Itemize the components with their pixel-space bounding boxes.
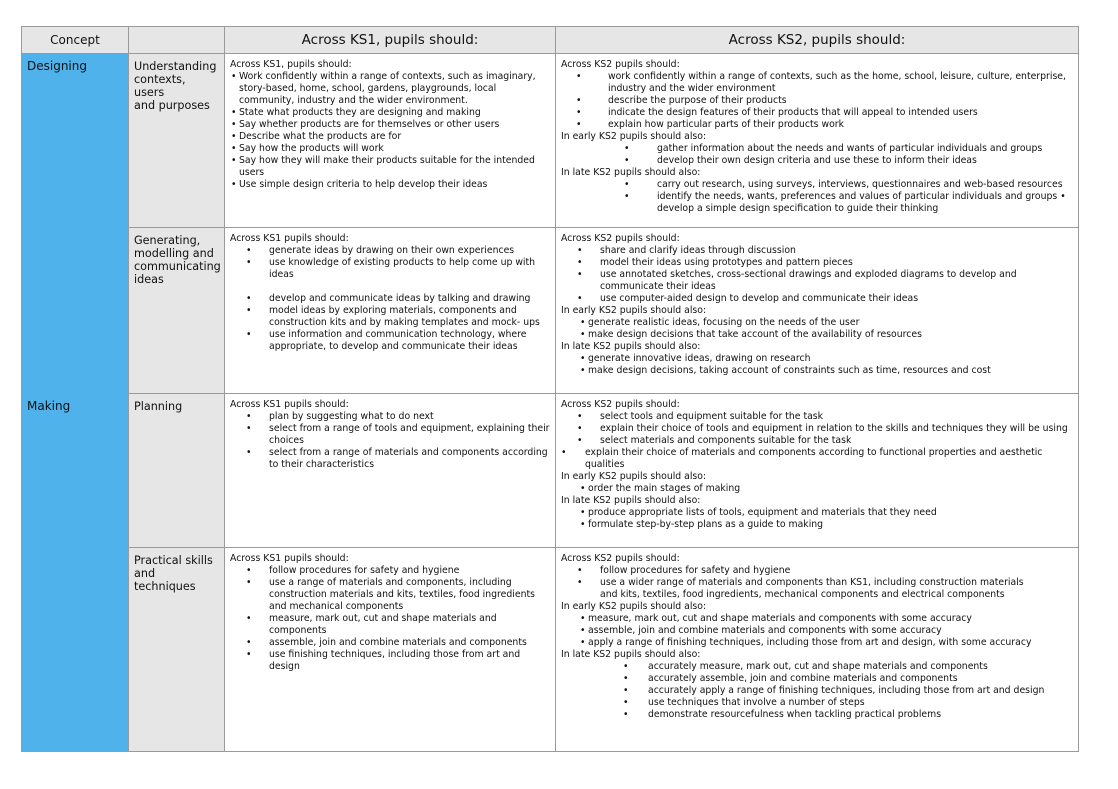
bullet-continuation: components: [269, 625, 327, 636]
bullet-item: • generate realistic ideas, focusing on the needs of the user: [561, 317, 1073, 329]
bullet-continuation: design: [269, 661, 300, 672]
subconcept-line: ideas: [134, 273, 164, 286]
bullet-item: • develop and communicate ideas by talking and drawing: [230, 293, 550, 305]
bullet-continuation: construction materials and kits, textiles, food ingredients: [269, 589, 535, 600]
subconcept-line: Planning: [134, 400, 183, 413]
bullet-item: • accurately apply a range of finishing techniques, including those from art and design: [561, 685, 1073, 697]
bullet-item: • describe the purpose of their products: [561, 95, 1073, 107]
bullet-item: • Say whether products are for themselves or other users: [230, 119, 550, 131]
concept-cell: [22, 228, 129, 394]
concept-cell: [22, 548, 129, 752]
section-heading: In late KS2 pupils should also:: [561, 167, 701, 178]
section-heading: Across KS1 pupils should:: [230, 399, 349, 410]
bullet-continuation: to their characteristics: [269, 459, 375, 470]
subconcept-line: Understanding: [134, 60, 217, 73]
concept-label: Making: [27, 399, 71, 413]
ks2-content-cell: [556, 228, 1079, 394]
subconcept-cell: [129, 548, 225, 752]
bullet-item: • use annotated sketches, cross-sectional drawings and exploded diagrams to develop and: [561, 269, 1073, 281]
bullet-item: • explain how particular parts of their products work: [561, 119, 1073, 131]
bullet-item: • generate ideas by drawing on their own experiences: [230, 245, 550, 257]
bullet-item: • produce appropriate lists of tools, equipment and materials that they need: [561, 507, 1073, 519]
bullet-item: • State what products they are designing and making: [230, 107, 550, 119]
section-heading: In late KS2 pupils should also:: [561, 341, 701, 352]
bullet-item: • demonstrate resourcefulness when tackling practical problems: [561, 709, 1073, 721]
bullet-item: • explain their choice of materials and components according to functional properties and aesthetic: [561, 447, 1073, 459]
bullet-item: • develop their own design criteria and use these to inform their ideas: [561, 155, 1073, 167]
bullet-item: • assemble, join and combine materials and components with some accuracy: [561, 625, 1073, 637]
bullet-item: • work confidently within a range of contexts, such as the home, school, leisure, culture, enterprise,: [561, 71, 1073, 83]
bullet-item: • indicate the design features of their products that will appeal to intended users: [561, 107, 1073, 119]
concept-cell: [22, 394, 129, 548]
section-heading: In early KS2 pupils should also:: [561, 601, 707, 612]
concept-cell: [22, 54, 129, 228]
bullet-item: • Say how the products will work: [230, 143, 550, 155]
bullet-item: • measure, mark out, cut and shape materials and components with some accuracy: [561, 613, 1073, 625]
bullet-continuation: develop a simple design specification to guide their thinking: [657, 203, 939, 214]
bullet-continuation: users: [239, 167, 265, 178]
bullet-continuation: appropriate, to develop and communicate their ideas: [269, 341, 518, 352]
bullet-continuation: qualities: [585, 459, 625, 470]
bullet-continuation: construction kits and by making templates and mock- ups: [269, 317, 540, 328]
subconcept-line: contexts, users: [134, 73, 186, 99]
subconcept-cell: [129, 228, 225, 394]
ks2-content-cell: [556, 54, 1079, 228]
subconcept-cell: [129, 54, 225, 228]
bullet-continuation: community, industry and the wider environment.: [239, 95, 468, 106]
bullet-item: • use techniques that involve a number of steps: [561, 697, 1073, 709]
bullet-continuation: and kits, textiles, food ingredients, mechanical components and electrical components: [600, 589, 1005, 600]
bullet-item: • order the main stages of making: [561, 483, 1073, 495]
section-heading: Across KS2 pupils should:: [561, 553, 680, 564]
subconcept-cell: [129, 394, 225, 548]
bullet-item: • apply a range of finishing techniques, including those from art and design, with some accuracy: [561, 637, 1073, 649]
ks2-content-cell: [556, 548, 1079, 752]
bullet-item: • use information and communication technology, where: [230, 329, 550, 341]
bullet-item: • formulate step-by-step plans as a guide to making: [561, 519, 1073, 531]
ks1-content-cell: [225, 394, 556, 548]
subconcept-line: communicating: [134, 260, 221, 273]
section-heading: In late KS2 pupils should also:: [561, 495, 701, 506]
subconcept-line: Generating,: [134, 234, 201, 247]
bullet-item: • gather information about the needs and wants of particular individuals and groups: [561, 143, 1073, 155]
bullet-item: • accurately measure, mark out, cut and shape materials and components: [561, 661, 1073, 673]
bullet-item: • make design decisions that take account of the availability of resources: [561, 329, 1073, 341]
table-row-generating-ideas: [22, 228, 1079, 394]
bullet-continuation: and mechanical components: [269, 601, 404, 612]
bullet-continuation: choices: [269, 435, 304, 446]
subconcept-line: modelling and: [134, 247, 214, 260]
bullet-item: • Describe what the products are for: [230, 131, 550, 143]
bullet-continuation: communicate their ideas: [600, 281, 716, 292]
header-subconcept-blank: [129, 27, 225, 54]
header-ks1: Across KS1, pupils should:: [225, 27, 556, 54]
bullet-item: • measure, mark out, cut and shape materials and: [230, 613, 550, 625]
ks1-content-cell: [225, 54, 556, 228]
bullet-item: • select materials and components suitable for the task: [561, 435, 1073, 447]
bullet-item: • explain their choice of tools and equipment in relation to the skills and techniques they will be using: [561, 423, 1073, 435]
spacer: [230, 281, 550, 293]
bullet-item: • make design decisions, taking account of constraints such as time, resources and cost: [561, 365, 1073, 377]
bullet-item: • Use simple design criteria to help develop their ideas: [230, 179, 550, 191]
ks1-content-cell: [225, 548, 556, 752]
bullet-item: • use computer-aided design to develop and communicate their ideas: [561, 293, 1073, 305]
subconcept-line: and techniques: [134, 567, 196, 593]
bullet-item: • accurately assemble, join and combine materials and components: [561, 673, 1073, 685]
bullet-item: • identify the needs, wants, preferences and values of particular individuals and groups •: [561, 191, 1073, 203]
section-heading: Across KS2 pupils should:: [561, 59, 680, 70]
header-concept: Concept: [22, 27, 129, 54]
ks1-content-cell: [225, 228, 556, 394]
header-ks2: Across KS2, pupils should:: [556, 27, 1079, 54]
bullet-item: • share and clarify ideas through discussion: [561, 245, 1073, 257]
bullet-item: • assemble, join and combine materials and components: [230, 637, 550, 649]
bullet-item: • plan by suggesting what to do next: [230, 411, 550, 423]
bullet-item: • follow procedures for safety and hygiene: [230, 565, 550, 577]
bullet-item: • select from a range of tools and equipment, explaining their: [230, 423, 550, 435]
bullet-item: • model their ideas using prototypes and pattern pieces: [561, 257, 1073, 269]
bullet-item: • carry out research, using surveys, interviews, questionnaires and web-based resources: [561, 179, 1073, 191]
bullet-item: • use a range of materials and components, including: [230, 577, 550, 589]
subconcept-line: and purposes: [134, 99, 210, 112]
subconcept-line: Practical skills: [134, 554, 213, 567]
section-heading: In early KS2 pupils should also:: [561, 131, 707, 142]
table-row-practical-skills: [22, 548, 1079, 752]
bullet-item: • select tools and equipment suitable for the task: [561, 411, 1073, 423]
bullet-item: • model ideas by exploring materials, components and: [230, 305, 550, 317]
table-row-planning: [22, 394, 1079, 548]
bullet-item: • select from a range of materials and components according: [230, 447, 550, 459]
section-heading: Across KS2 pupils should:: [561, 233, 680, 244]
bullet-item: • Work confidently within a range of contexts, such as imaginary,: [230, 71, 550, 83]
table-row-understanding-contexts: [22, 54, 1079, 228]
section-heading: Across KS1 pupils should:: [230, 553, 349, 564]
curriculum-table: [21, 26, 1079, 752]
section-heading: In early KS2 pupils should also:: [561, 471, 707, 482]
header-row: [22, 27, 1079, 54]
section-heading: In late KS2 pupils should also:: [561, 649, 701, 660]
bullet-continuation: industry and the wider environment: [608, 83, 776, 94]
bullet-item: • follow procedures for safety and hygiene: [561, 565, 1073, 577]
concept-label: Designing: [27, 59, 87, 73]
bullet-continuation: ideas: [269, 269, 294, 280]
ks2-content-cell: [556, 394, 1079, 548]
bullet-item: • Say how they will make their products suitable for the intended: [230, 155, 550, 167]
curriculum-table-wrapper: [21, 26, 1078, 752]
bullet-item: • use a wider range of materials and components than KS1, including construction materials: [561, 577, 1073, 589]
bullet-continuation: story-based, home, school, gardens, playgrounds, local: [239, 83, 497, 94]
section-heading: Across KS1 pupils should:: [230, 233, 349, 244]
section-heading: Across KS2 pupils should:: [561, 399, 680, 410]
bullet-item: • generate innovative ideas, drawing on research: [561, 353, 1073, 365]
bullet-item: • use knowledge of existing products to help come up with: [230, 257, 550, 269]
section-heading: In early KS2 pupils should also:: [561, 305, 707, 316]
bullet-item: • use finishing techniques, including those from art and: [230, 649, 550, 661]
section-heading: Across KS1, pupils should:: [230, 59, 352, 70]
